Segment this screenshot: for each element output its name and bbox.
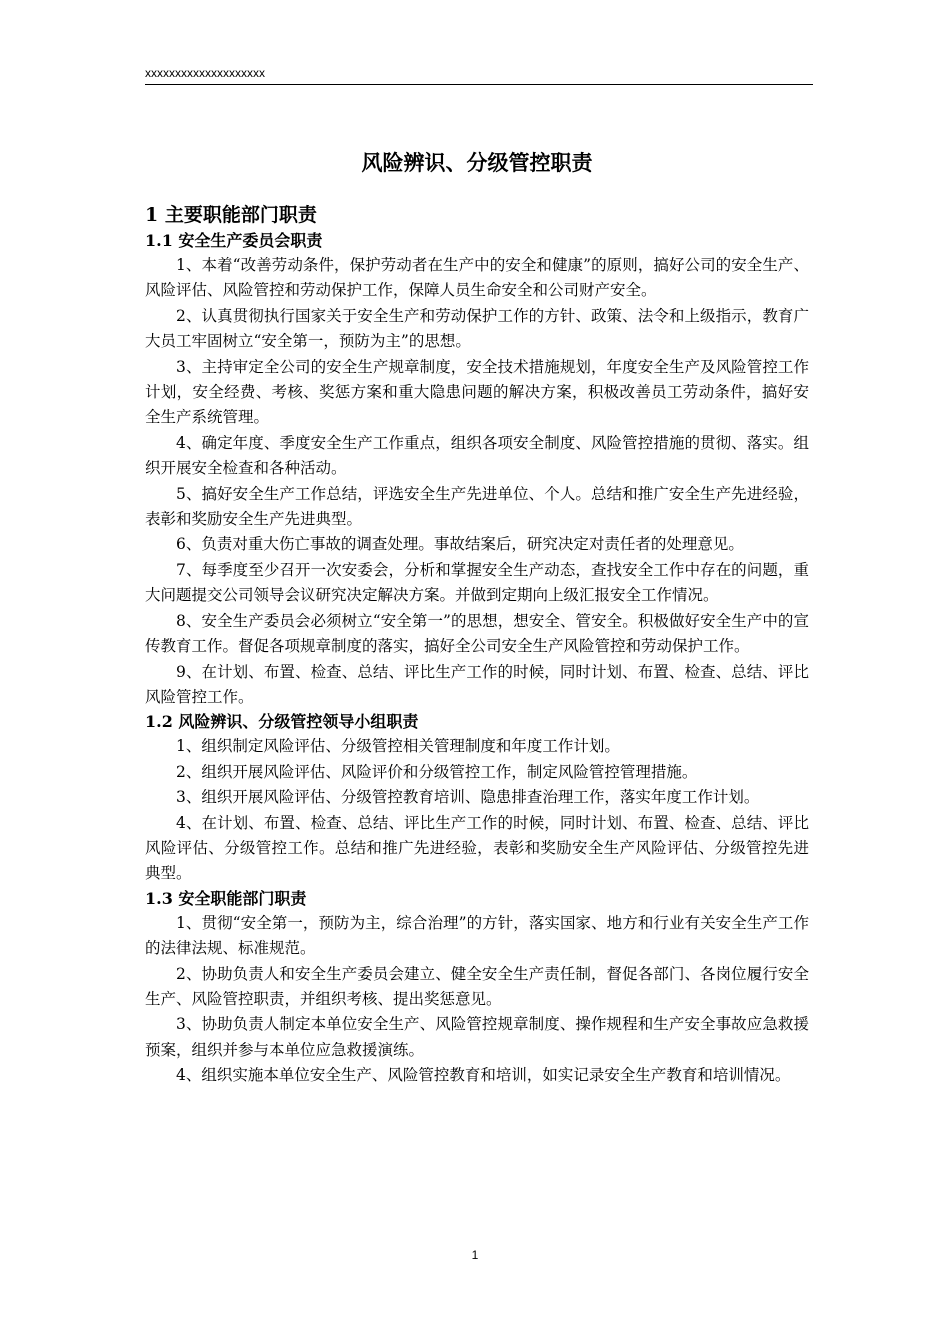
paragraph: 3、协助负责人制定本单位安全生产、风险管控规章制度、操作规程和生产安全事故应急救援预案，组织并参与本单位应急救援演练。 bbox=[145, 1015, 809, 1059]
paragraph: 1、本着“改善劳动条件，保护劳动者在生产中的安全和健康”的原则，搞好公司的安全生产、风险评估、风险管控和劳动保护工作，保障人员生命安全和公司财产安全。 bbox=[145, 256, 809, 300]
document-title: 风险辨识、分级管控职责 bbox=[361, 150, 593, 175]
header-text: xxxxxxxxxxxxxxxxxxxx bbox=[145, 66, 265, 80]
paragraph: 3、主持审定全公司的安全生产规章制度，安全技术措施规划，年度安全生产及风险管控工作计划，安全经费、考核、奖惩方案和重大隐患问题的解决方案，积极改善员工劳动条件，搞好安全生产系统管理。 bbox=[145, 357, 809, 427]
paragraph: 4、在计划、布置、检查、总结、评比生产工作的时候，同时计划、布置、检查、总结、评比风险评估、分级管控工作。总结和推广先进经验，表彰和奖励安全生产风险评估、分级管控先进典型。 bbox=[145, 813, 809, 883]
paragraph: 9、在计划、布置、检查、总结、评比生产工作的时候，同时计划、布置、检查、总结、评比风险管控工作。 bbox=[145, 662, 809, 706]
paragraph: 2、协助负责人和安全生产委员会建立、健全安全生产责任制，督促各部门、各岗位履行安全生产、风险管控职责，并组织考核、提出奖惩意见。 bbox=[145, 964, 809, 1008]
paragraph: 5、搞好安全生产工作总结，评选安全生产先进单位、个人。总结和推广安全生产先进经验，表彰和奖励安全生产先进典型。 bbox=[145, 484, 809, 529]
section-1-heading: 1 主要职能部门职责 bbox=[145, 204, 317, 226]
paragraph: 4、确定年度、季度安全生产工作重点，组织各项安全制度、风险管控措施的贯彻、落实。组织开展安全检查和各种活动。 bbox=[145, 433, 809, 478]
page-number: 1 bbox=[471, 1248, 479, 1262]
paragraph: 8、安全生产委员会必须树立“安全第一”的思想，想安全、管安全。积极做好安全生产中的宣传教育工作。督促各项规章制度的落实，搞好全公司安全生产风险管控和劳动保护工作。 bbox=[145, 611, 809, 656]
paragraph: 3、组织开展风险评估、分级管控教育培训、隐患排查治理工作，落实年度工作计划。 bbox=[176, 788, 760, 807]
section-1-3-heading: 1.3 安全职能部门职责 bbox=[145, 888, 307, 908]
page-footer bbox=[0, 1248, 950, 1262]
document-body bbox=[145, 145, 809, 1089]
page-header bbox=[145, 64, 813, 85]
section-1-2-heading: 1.2 风险辨识、分级管控领导小组职责 bbox=[145, 712, 419, 732]
paragraph: 2、组织开展风险评估、风险评价和分级管控工作，制定风险管控管理措施。 bbox=[176, 762, 698, 781]
paragraph: 7、每季度至少召开一次安委会，分析和掌握安全生产动态，查找安全工作中存在的问题，重大问题提交公司领导会议研究决定解决方案。并做到定期向上级汇报安全工作情况。 bbox=[145, 560, 809, 605]
paragraph: 4、组织实施本单位安全生产、风险管控教育和培训，如实记录安全生产教育和培训情况。 bbox=[176, 1066, 791, 1085]
section-1-1-heading: 1.1 安全生产委员会职责 bbox=[145, 231, 323, 250]
paragraph: 2、认真贯彻执行国家关于安全生产和劳动保护工作的方针、政策、法令和上级指示，教育广大员工牢固树立“安全第一，预防为主”的思想。 bbox=[145, 306, 809, 351]
paragraph: 1、组织制定风险评估、分级管控相关管理制度和年度工作计划。 bbox=[176, 737, 620, 756]
paragraph: 6、负责对重大伤亡事故的调查处理。事故结案后，研究决定对责任者的处理意见。 bbox=[176, 535, 744, 554]
paragraph: 1、贯彻“安全第一，预防为主，综合治理”的方针，落实国家、地方和行业有关安全生产工作的法律法规、标准规范。 bbox=[145, 913, 809, 958]
